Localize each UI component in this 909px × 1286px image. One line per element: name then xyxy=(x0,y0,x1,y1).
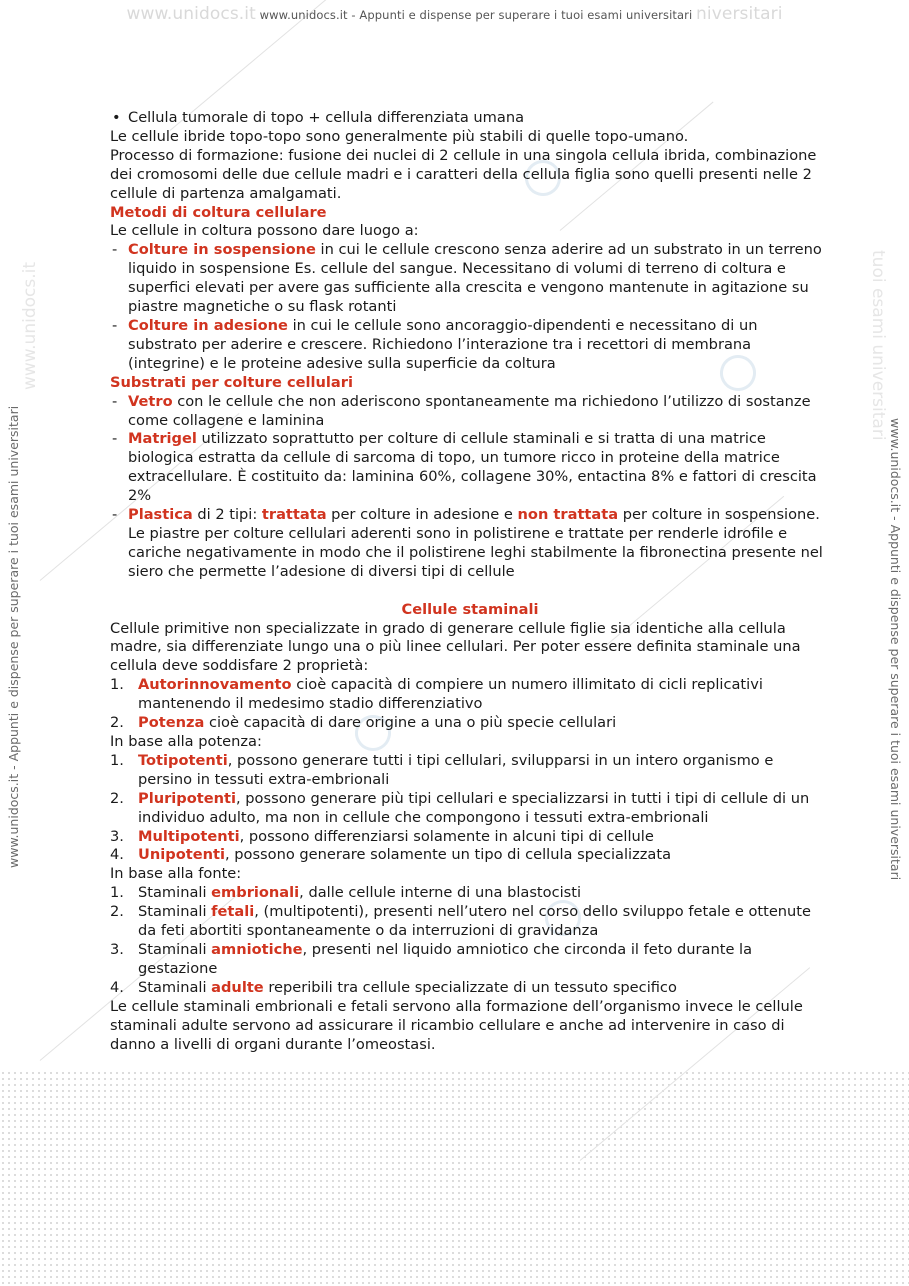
dash-icon: - xyxy=(112,430,118,448)
list-item: - Matrigel utilizzato soprattutto per colture di cellule staminali e si tratta di una matrice biologica estratta da cellule di sarcoma di topo, un tumore ricco in proteine della matrice extracellulare. È costituito da: laminina 60%, collagene 30%, entactina 8% e fattori di crescita 2% xyxy=(112,430,817,505)
document-body xyxy=(110,109,830,1054)
numbered-item: 1. Staminali embrionali, dalle cellule interne di una blastocisti xyxy=(110,884,582,902)
paragraph: In base alla fonte: xyxy=(110,865,242,883)
dash-icon: - xyxy=(112,316,118,334)
numbered-item: 4. Staminali adulte reperibili tra cellule specializzate di un tessuto specifico xyxy=(110,978,677,996)
paragraph: In base alla potenza: xyxy=(110,733,262,750)
left-side-watermark: www.unidocs.it - Appunti e dispense per superare i tuoi esami universitari xyxy=(6,405,21,868)
paragraph: Le cellule staminali embrionali e fetali servono alla formazione dell’organismo invece le cellule staminali adulte servono ad assicurare il ricambio cellulare e anche ad intervenire in caso di danno a livelli di organi durante l’omeostasi. xyxy=(110,997,803,1053)
right-side-watermark: www.unidocs.it - Appunti e dispense per superare i tuoi esami universitari xyxy=(888,418,903,881)
numbered-item: 2. Pluripotenti, possono generare più tipi cellulari e specializzarsi in tutti i tipi di cellule di un individuo adulto, ma non in cellule che compongono i tessuti extra-embrionali xyxy=(110,789,810,826)
paragraph: Processo di formazione: fusione dei nuclei di 2 cellule in una singola cellula ibrida, combinazione dei cromosomi delle due cellule madri e i caratteri della cellula figlia sono quelli presenti nelle 2 cellule di partenza amalgamati. xyxy=(110,146,817,202)
top-ghost-left: www.unidocs.it xyxy=(126,4,256,24)
dash-icon: - xyxy=(112,392,118,410)
ghost-watermark: tuoi esami universitari xyxy=(868,250,888,441)
list-item: - Colture in adesione in cui le cellule sono ancoraggio-dipendenti e necessitano di un substrato per aderire e crescere. Richiedono l’interazione tra i recettori di membrana (integrine) e le proteine adesive sulla superficie da coltura xyxy=(112,316,758,372)
numbered-item: 4. Unipotenti, possono generare solamente un tipo di cellula specializzata xyxy=(110,846,672,864)
numbered-item: 2. Potenza cioè capacità di dare origine a una o più specie cellulari xyxy=(110,714,617,732)
top-watermark xyxy=(0,4,909,24)
dash-icon: - xyxy=(112,506,118,524)
section-heading: Metodi di coltura cellulare xyxy=(110,203,327,221)
paragraph: Cellule primitive non specializzate in grado di generare cellule figlie sia identiche alla cellula madre, sia differenziate lungo una o più linee cellulari. Per poter essere definita staminale una cellula deve soddisfare 2 proprietà: xyxy=(110,619,801,675)
numbered-item: 3. Multipotenti, possono differenziarsi solamente in alcuni tipi di cellule xyxy=(110,827,654,845)
list-item: - Colture in sospensione in cui le cellule crescono senza aderire ad un substrato in un terreno liquido in sospensione Es. cellule del sangue. Necessitano di volumi di terreno di coltura e superfici elevati per avere gas sufficiente alla crescita e vengono mantenute in agitazione su piastre magnetiche o su flask rotanti xyxy=(112,241,822,316)
bullet-item: • Cellula tumorale di topo + cellula differenziata umana xyxy=(112,109,525,126)
numbered-item: 3. Staminali amniotiche, presenti nel liquido amniotico che circonda il feto durante la gestazione xyxy=(110,940,753,977)
top-ghost-right: niversitari xyxy=(696,4,783,24)
ghost-watermark: www.unidocs.it xyxy=(20,261,40,390)
list-item: - Vetro con le cellule che non aderiscono spontaneamente ma richiedono l’utilizzo di sostanze come collagene e laminina xyxy=(112,392,811,429)
section-heading: Substrati per colture cellulari xyxy=(110,373,353,391)
list-item: - Plastica di 2 tipi: trattata per colture in adesione e non trattata per colture in sospensione. Le piastre per colture cellulari aderenti sono in polistirene e trattate per renderle idrofile e cariche negativamente in modo che il polistirene leghi stabilmente la fibronectina presente nel siero che permette l’adesione di diversi tipi di cellule xyxy=(112,506,823,580)
numbered-item: 1. Autorinnovamento cioè capacità di compiere un numero illimitato di cicli replicativi mantenendo il medesimo stadio differenziativo xyxy=(110,676,763,713)
spacer xyxy=(110,582,830,601)
numbered-item: 2. Staminali fetali, (multipotenti), presenti nell’utero nel corso dello sviluppo fetale e ottenute da feti abortiti spontaneamente o da interruzioni di gravidanza xyxy=(110,903,811,940)
top-watermark-text: www.unidocs.it - Appunti e dispense per superare i tuoi esami universitari xyxy=(259,8,693,22)
paragraph: Le cellule in coltura possono dare luogo a: xyxy=(110,222,419,240)
dash-icon: - xyxy=(112,241,118,259)
numbered-item: 1. Totipotenti, possono generare tutti i tipi cellulari, svilupparsi in un intero organismo e persino in tessuti extra-embrionali xyxy=(110,751,774,788)
dotted-background xyxy=(0,1070,909,1286)
bullet-dot-icon: • xyxy=(112,109,121,126)
paragraph: Le cellule ibride topo-topo sono generalmente più stabili di quelle topo-umano. xyxy=(110,127,689,145)
section-heading: Cellule staminali xyxy=(401,600,539,618)
